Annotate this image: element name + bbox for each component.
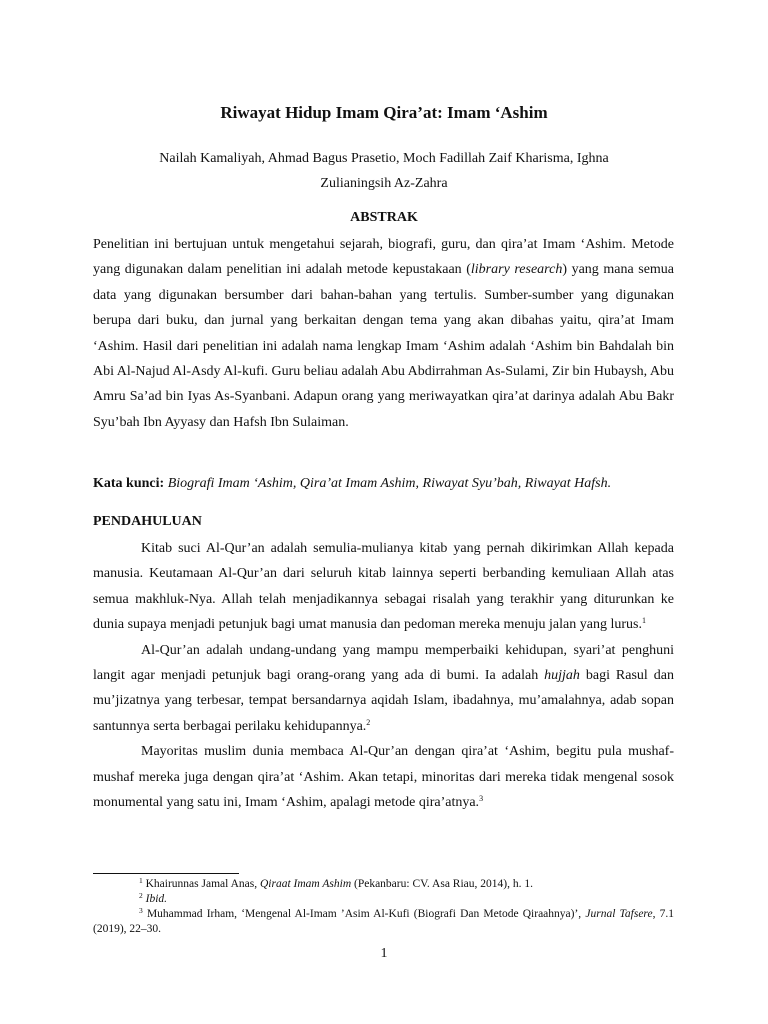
footnote-1 [93, 877, 674, 892]
footnote-1-italic: Qiraat Imam Ashim [259, 878, 352, 890]
footnote-3-text-b: , 7.1 (2019), 22–30. [93, 908, 675, 935]
authors-line-1: Nailah Kamaliyah, Ahmad Bagus Prasetio, Moch Fadillah Zaif Kharisma, Ighna [159, 151, 609, 166]
footnote-1-number: 1 [139, 876, 143, 885]
footnote-1-text-a: Khairunnas Jamal Anas, [145, 878, 260, 890]
abstract-text [93, 232, 674, 435]
introduction-body [93, 536, 674, 815]
intro-paragraph-3-text: Mayoritas muslim dunia membaca Al-Qur’an dengan qira’at ‘Ashim, begitu pula mushaf-mushaf mereka juga dengan qira’at ‘Ashim. Akan tetapi, minoritas dari mereka tidak mengenal sosok monumental yang satu ini, Imam ‘Ashim, apalagi metode qira’atnya. [93, 744, 674, 811]
footnote-2-italic: Ibid. [145, 893, 168, 905]
intro-paragraph-2-text-b: bagi Rasul dan mu’jizatnya yang terbesar, tempat bersandarnya aqidah Islam, ibadahnya, mu’amalahnya, adab sopan santunnya serta berbagai perilaku kehidupannya. [93, 668, 674, 734]
abstract-text-part-1: Penelitian ini bertujuan untuk mengetahui sejarah, biografi, guru, dan qira’at Imam ‘Ashim. Metode yang digunakan dalam penelitian ini adalah metode kepustakaan ( [93, 237, 674, 278]
footnote-2 [93, 892, 674, 907]
footnote-2-number: 2 [139, 891, 143, 900]
abstract-italic-term: library research [470, 262, 563, 278]
authors-line-2: Zulianingsih Az-Zahra [320, 176, 448, 191]
intro-paragraph-3 [93, 739, 674, 815]
footnote-ref-1[interactable]: 1 [641, 616, 646, 626]
intro-paragraph-1 [93, 536, 674, 638]
keywords [93, 471, 674, 496]
footnotes [93, 877, 674, 937]
abstract-text-part-2: ) yang mana semua data yang digunakan bersumber dari bahan-bahan yang tertulis. Sumber-sumber yang digunakan berupa dari buku, dan jurnal yang berkaitan dengan tema yang akan dibahas yaitu, qira’at Imam ‘Ashim. Hasil dari penelitian ini adalah nama lengkap Imam ‘Ashim adalah ‘Ashim bin Bahdalah bin Abi Al-Najud Al-Asdy Al-kufi. Guru beliau adalah Abu Abdirrahman As-Sulami, Zir bin Hubaysh, Abu Amru Sa’ad bin Iyas As-Syanbani. Adapun orang yang meriwayatkan qira’at darinya adalah Abu Bakr Syu’bah Ibn Ayyasy dan Hafsh Ibn Sulaiman. [93, 262, 675, 430]
intro-paragraph-2-text-a: Al-Qur’an adalah undang-undang yang mampu memperbaiki kehidupan, syari’at penghuni langit agar menjadi petunjuk bagi orang-orang yang ada di bumi. Ia adalah [93, 642, 674, 684]
footnote-3-italic: Jurnal Tafsere [585, 908, 653, 920]
footnote-1-text-b: (Pekanbaru: CV. Asa Riau, 2014), h. 1. [351, 878, 533, 890]
footnote-3-number: 3 [139, 906, 143, 915]
footnote-separator [93, 873, 239, 874]
footnote-ref-3[interactable]: 3 [479, 794, 484, 804]
abstract-heading: ABSTRAK [350, 210, 418, 225]
footnote-3 [93, 907, 674, 937]
intro-paragraph-1-text: Kitab suci Al-Qur’an adalah semulia-mulianya kitab yang pernah dikirimkan Allah kepada manusia. Keutamaan Al-Qur’an dari seluruh kitab lainnya seperti berbanding kemuliaan Allah atas semua makhluk-Nya. Allah telah menjadikannya sebagai risalah yang terakhir yang diturunkan ke dunia supaya menjadi petunjuk bagi umat manusia dan pedoman mereka menuju jalan yang lurus. [93, 541, 674, 633]
intro-paragraph-2-italic: hujjah [544, 668, 580, 684]
author-list [130, 146, 638, 196]
page-number: 1 [380, 946, 388, 961]
section-heading-introduction: PENDAHULUAN [93, 514, 202, 529]
footnote-ref-2[interactable]: 2 [366, 717, 371, 727]
intro-paragraph-2 [93, 638, 674, 740]
footnote-3-text-a: Muhammad Irham, ‘Mengenal Al-Imam ’Asim Al-Kufi (Biografi Dan Metode Qiraahnya)’, [146, 908, 586, 920]
keywords-label: Kata kunci: [93, 476, 165, 491]
keywords-text: Biografi Imam ‘Ashim, Qira’at Imam Ashim, Riwayat Syu’bah, Riwayat Hafsh. [167, 476, 612, 491]
paper-title: Riwayat Hidup Imam Qira’at: Imam ‘Ashim [220, 103, 548, 122]
